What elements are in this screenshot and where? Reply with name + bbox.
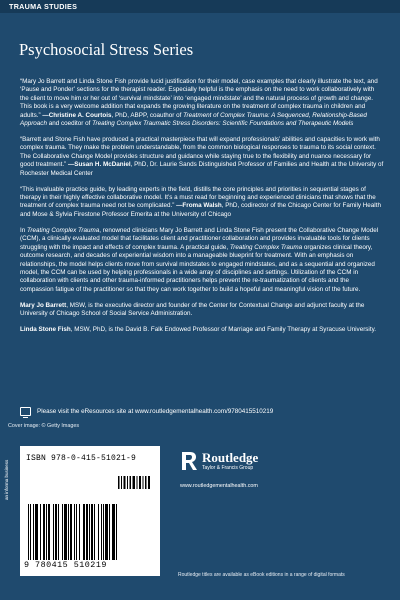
- spine-text: an informa business: [4, 459, 9, 500]
- endorsement-2: “Barrett and Stone Fish have produced a practical masterpiece that will expand professionals’ abilities and capacities to work with complex trauma. They make the problem understandable, from the common biological responses to trauma to its social context. The Collaborative Change Model provides structure and guidance while staying true to the flexibility and nuance necessary for good treatment.” —Susan H. McDaniel, PhD, Dr. Laurie Sands Distinguished Professor of Families and Health at the University of Rochester Medical Center: [20, 136, 384, 177]
- barcode-digits: 9 780415 510219: [24, 560, 107, 570]
- publisher-name: Routledge: [202, 450, 259, 465]
- series-title: Psychosocial Stress Series: [19, 40, 194, 59]
- publisher-url[interactable]: www.routledgementalhealth.com: [180, 483, 258, 489]
- publisher-block: [180, 450, 380, 510]
- book-description: In Treating Complex Trauma, renowned clinicians Mary Jo Barrett and Linda Stone Fish present the Collaborative Change Model (CCM), a clinically evaluated model that facilitates client and practitioner collaboration and provides invaluable tools for clients struggling with the impact and effects of complex trauma. A practical guide, Treating Complex Trauma organizes clinical theory, outcome research, and decades of experiential wisdom into a manageable blueprint for treatment. With an emphasis on relationships, the model helps clients move from survival mindstates to engaged mindstates, and as a sequential and organized model, the CCM can be used by helping professionals in a wide array of disciplines and settings. Utilization of the CCM in collaboration with clients and other trauma-informed practitioners helps prevent the re-traumatization of clients and the compassion fatigue of the practitioner so that they can work together to build a hopeful and meaningful vision of the future.: [20, 226, 379, 293]
- back-cover-body: [20, 78, 384, 342]
- price-code-barcode: [118, 476, 152, 489]
- monitor-icon: [20, 407, 31, 416]
- endorsement-3: “This invaluable practice guide, by leading experts in the field, distills the core principles and priorities in sequential stages of therapy in their highly effective collaborative model. It’s a must read for beginning and experienced clinicians that shows that the treatment of complex trauma need not be complicated.” —Froma Walsh, PhD, codirector of the Chicago Center for Family Health and Mose & Sylvia Firestone Professor Emerita at the University of Chicago: [20, 185, 381, 218]
- endorsement-1: “Mary Jo Barrett and Linda Stone Fish provide lucid justification for their model, case examples that clearly illustrate the text, and ‘Pause and Ponder’ sections for the therapist reader. Especially helpful is the emphasis on the need to work collaboratively with the client to move him or her out of ‘survival mindstate’ into ‘engaged mindstate’ and the natural process of growth and change. This book is a very welcome addition that expands the growing literature on the treatment of complex trauma in children and adults.” —Christine A. Courtois, PhD, ABPP, coauthor of Treatment of Complex Trauma: A Sequenced, Relationship-Based Approach and coeditor of Treating Complex Traumatic Stress Disorders: Scientific Foundations and Therapeutic Models: [20, 78, 378, 128]
- routledge-logo-icon: [180, 450, 198, 472]
- barcode-bar: [117, 504, 118, 560]
- category-label: TRAUMA STUDIES: [9, 2, 78, 11]
- eresources-line[interactable]: [20, 405, 380, 417]
- author-bio-2: Linda Stone Fish, MSW, PhD, is the David B. Falk Endowed Professor of Marriage and Family Therapy at Syracuse University.: [20, 326, 377, 334]
- isbn-barcode: [28, 504, 152, 560]
- author-bio-1: Mary Jo Barrett, MSW, is the executive director and founder of the Center for Contextual Change and adjunct faculty at the University of Chicago School of Social Service Administration.: [20, 301, 365, 318]
- cover-credit: Cover image: © Getty Images: [8, 423, 80, 429]
- barcode-panel: [20, 446, 160, 576]
- publisher-group: Taylor & Francis Group: [202, 465, 254, 471]
- isbn-label: ISBN 978-0-415-51021-9: [26, 454, 137, 463]
- price-code-bars: [118, 476, 152, 489]
- ebook-note: Routledge titles are available as eBook editions in a range of digital formats: [178, 572, 345, 578]
- eresources-text: Please visit the eResources site at www.routledgementalhealth.com/9780415510219: [37, 407, 274, 415]
